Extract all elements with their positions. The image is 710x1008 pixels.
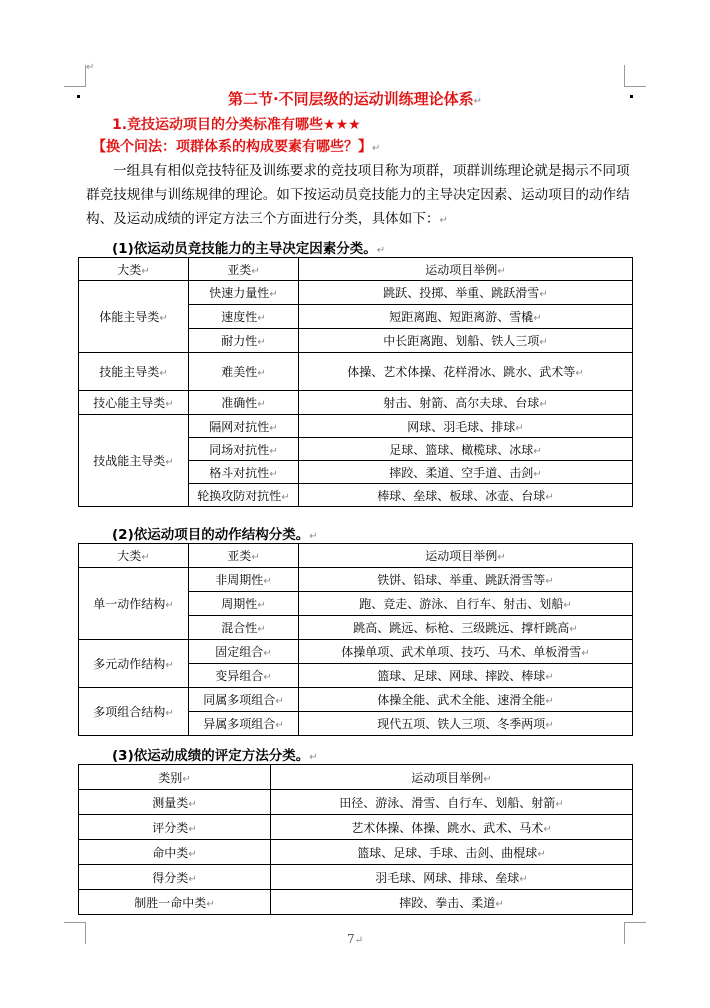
cell-end-mark: ↵: [275, 720, 284, 731]
examples-cell: 摔跤、拳击、柔道↵: [271, 890, 633, 915]
cell-end-mark: ↵: [275, 696, 284, 707]
paragraph-mark: ↵: [86, 62, 95, 73]
cell-end-mark: ↵: [165, 600, 174, 611]
cell-end-mark: ↵: [281, 491, 290, 503]
cell-end-mark: ↵: [257, 313, 266, 324]
examples-cell: 体操单项、武术单项、技巧、马术、单板滑雪↵: [299, 640, 633, 664]
examples-cell: 现代五项、铁人三项、冬季两项↵: [299, 712, 633, 736]
examples-cell: 体操全能、武术全能、速滑全能↵: [299, 688, 633, 712]
category-cell: 得分类↵: [79, 865, 271, 890]
subcategory-cell: 混合性↵: [189, 616, 299, 640]
category-cell: 制胜一命中类↵: [79, 890, 271, 915]
table-competitive-ability: [78, 257, 633, 507]
examples-cell: 跑、竞走、游泳、自行车、射击、划船↵: [299, 592, 633, 616]
category-cell: 命中类↵: [79, 840, 271, 865]
examples-cell: 跳高、跳远、标枪、三级跳远、撑杆跳高↵: [299, 616, 633, 640]
section3-heading: (3)依运动成绩的评定方法分类。↵: [112, 748, 318, 764]
examples-cell: 网球、羽毛球、排球↵: [299, 415, 633, 438]
cell-end-mark: ↵: [269, 468, 278, 480]
cell-end-mark: ↵: [251, 265, 260, 277]
examples-cell: 短距离跑、短距离游、雪橇↵: [299, 305, 633, 329]
cell-end-mark: ↵: [545, 696, 554, 707]
cell-end-mark: ↵: [575, 368, 584, 379]
cell-end-mark: ↵: [188, 823, 197, 835]
category-cell: 单一动作结构↵: [79, 568, 189, 640]
examples-cell: 羽毛球、网球、排球、垒球↵: [271, 865, 633, 890]
cell-end-mark: ↵: [263, 576, 272, 587]
cell-end-mark: ↵: [159, 368, 168, 379]
question-heading: 1.竞技运动项目的分类标准有哪些★★★: [112, 117, 361, 133]
cell-end-mark: ↵: [569, 624, 578, 635]
category-cell: 技能主导类↵: [79, 353, 189, 391]
cell-end-mark: ↵: [537, 848, 546, 860]
subcategory-cell: 异属多项组合↵: [189, 712, 299, 736]
cell-end-mark: ↵: [539, 337, 548, 348]
cell-end-mark: ↵: [188, 798, 197, 810]
cell-end-mark: ↵: [257, 368, 266, 379]
cell-end-mark: ↵: [495, 898, 504, 910]
cell-end-mark: ↵: [257, 337, 266, 348]
examples-cell: 篮球、足球、网球、摔跤、棒球↵: [299, 664, 633, 688]
cell-end-mark: ↵: [257, 600, 266, 611]
examples-cell: 铁饼、铅球、举重、跳跃滑雪等↵: [299, 568, 633, 592]
subcategory-cell: 同场对抗性↵: [189, 438, 299, 461]
cell-end-mark: ↵: [159, 313, 168, 324]
cell-end-mark: ↵: [483, 773, 492, 785]
subcategory-cell: 准确性↵: [189, 391, 299, 415]
cell-end-mark: ↵: [563, 600, 572, 611]
table-header: 大类↵: [79, 258, 189, 281]
cell-end-mark: ↵: [188, 873, 197, 885]
table-header: 大类↵: [79, 544, 189, 568]
cell-end-mark: ↵: [269, 445, 278, 457]
cell-end-mark: ↵: [543, 823, 552, 835]
subcategory-cell: 非周期性↵: [189, 568, 299, 592]
cell-end-mark: ↵: [257, 399, 266, 410]
examples-cell: 足球、篮球、橄榄球、冰球↵: [299, 438, 633, 461]
table-header: 运动项目举例↵: [271, 765, 633, 790]
examples-cell: 摔跤、柔道、空手道、击剑↵: [299, 461, 633, 484]
examples-cell: 射击、射箭、高尔夫球、台球↵: [299, 391, 633, 415]
subcategory-cell: 固定组合↵: [189, 640, 299, 664]
cell-end-mark: ↵: [165, 399, 174, 410]
cell-end-mark: ↵: [141, 552, 150, 563]
category-cell: 测量类↵: [79, 790, 271, 815]
corner-mark-top-left: [64, 65, 86, 87]
table-header: 运动项目举例↵: [299, 258, 633, 281]
subcategory-cell: 快速力量性↵: [189, 281, 299, 305]
cell-end-mark: ↵: [141, 265, 150, 277]
cell-end-mark: ↵: [206, 898, 215, 910]
cell-end-mark: ↵: [515, 422, 524, 434]
subcategory-cell: 周期性↵: [189, 592, 299, 616]
cell-end-mark: ↵: [497, 265, 506, 277]
examples-cell: 体操、艺术体操、花样滑冰、跳水、武术等↵: [299, 353, 633, 391]
subcategory-cell: 同属多项组合↵: [189, 688, 299, 712]
cell-end-mark: ↵: [545, 720, 554, 731]
cell-end-mark: ↵: [539, 399, 548, 410]
cell-end-mark: ↵: [533, 445, 542, 457]
page-number: 7↵: [346, 932, 364, 946]
cell-end-mark: ↵: [539, 289, 548, 300]
cell-end-mark: ↵: [263, 648, 272, 659]
subcategory-cell: 变异组合↵: [189, 664, 299, 688]
category-cell: 技战能主导类↵: [79, 415, 189, 507]
category-cell: 评分类↵: [79, 815, 271, 840]
subcategory-cell: 难美性↵: [189, 353, 299, 391]
examples-cell: 棒球、垒球、板球、冰壶、台球↵: [299, 484, 633, 507]
cell-end-mark: ↵: [165, 457, 174, 468]
category-cell: 技心能主导类↵: [79, 391, 189, 415]
table-header: 亚类↵: [189, 258, 299, 281]
category-cell: 多元动作结构↵: [79, 640, 189, 688]
cell-end-mark: ↵: [533, 468, 542, 480]
cell-end-mark: ↵: [165, 660, 174, 671]
category-cell: 体能主导类↵: [79, 281, 189, 353]
cell-end-mark: ↵: [165, 708, 174, 719]
examples-cell: 篮球、足球、手球、击剑、曲棍球↵: [271, 840, 633, 865]
section1-heading: (1)依运动员竞技能力的主导决定因素分类。↵: [112, 241, 386, 257]
subcategory-cell: 轮换攻防对抗性↵: [189, 484, 299, 507]
subcategory-cell: 隔网对抗性↵: [189, 415, 299, 438]
section-title: 第二节·不同层级的运动训练理论体系↵: [227, 90, 483, 108]
cell-end-mark: ↵: [533, 313, 542, 324]
cell-end-mark: ↵: [257, 624, 266, 635]
cell-end-mark: ↵: [263, 672, 272, 683]
cell-end-mark: ↵: [545, 672, 554, 683]
cell-end-mark: ↵: [519, 873, 528, 885]
cell-end-mark: ↵: [182, 773, 191, 785]
subcategory-cell: 格斗对抗性↵: [189, 461, 299, 484]
table-header: 亚类↵: [189, 544, 299, 568]
examples-cell: 中长距离跑、划船、铁人三项↵: [299, 329, 633, 353]
cell-end-mark: ↵: [555, 798, 564, 810]
table-header: 类别↵: [79, 765, 271, 790]
subcategory-cell: 耐力性↵: [189, 329, 299, 353]
cell-end-mark: ↵: [269, 289, 278, 300]
cell-end-mark: ↵: [497, 552, 506, 563]
subcategory-cell: 速度性↵: [189, 305, 299, 329]
intro-paragraph: 一组具有相似竞技特征及训练要求的竞技项目称为项群，项群训练理论就是揭示不同项群竞技规律与训练规律的理论。如下按运动员竞技能力的主导决定因素、运动项目的动作结构、及运动成绩的评定方法三个方面进行分类，具体如下：↵: [86, 163, 630, 227]
table-header: 运动项目举例↵: [299, 544, 633, 568]
cell-end-mark: ↵: [188, 848, 197, 860]
table-scoring-method: [78, 764, 633, 915]
cell-end-mark: ↵: [251, 552, 260, 563]
cell-end-mark: ↵: [545, 491, 554, 503]
examples-cell: 艺术体操、体操、跳水、武术、马术↵: [271, 815, 633, 840]
corner-mark-top-right: [624, 65, 646, 87]
cell-end-mark: ↵: [545, 576, 554, 587]
examples-cell: 田径、游泳、滑雪、自行车、划船、射箭↵: [271, 790, 633, 815]
category-cell: 多项组合结构↵: [79, 688, 189, 736]
examples-cell: 跳跃、投掷、举重、跳跃滑雪↵: [299, 281, 633, 305]
cell-end-mark: ↵: [581, 648, 590, 659]
section2-heading: (2)依运动项目的动作结构分类。↵: [112, 527, 318, 543]
alt-question-heading: 【换个问法：项群体系的构成要素有哪些？】↵: [92, 139, 381, 155]
table-action-structure: [78, 543, 633, 736]
cell-end-mark: ↵: [269, 422, 278, 434]
